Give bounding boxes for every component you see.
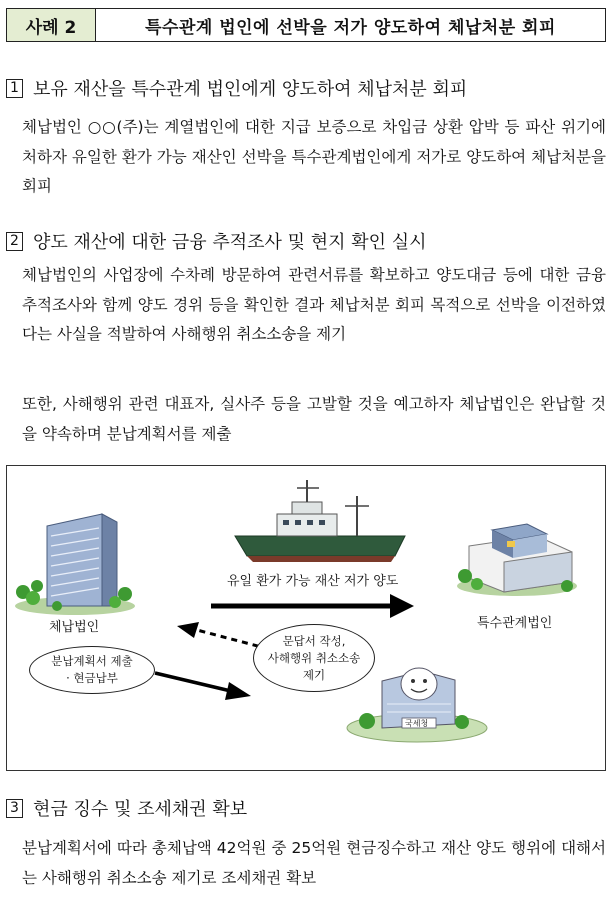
- oval-line: 사해행위 취소소송: [267, 650, 361, 665]
- oval-line: · 현금납부: [66, 671, 118, 685]
- section-heading-text: 보유 재산을 특수관계 법인에게 양도하여 체납처분 회피: [33, 79, 468, 100]
- case-label: 사례 2: [7, 9, 96, 41]
- delinquent-label: 체납법인: [49, 620, 100, 635]
- ship-icon: [235, 480, 405, 562]
- nts-sign: 국세청: [405, 719, 429, 728]
- section-number-box: 2: [6, 232, 23, 251]
- related-company-building-icon: [457, 524, 577, 596]
- oval-line: 제기: [302, 667, 326, 682]
- case-header: [6, 8, 606, 42]
- transfer-label: 유일 환가 가능 재산 저가 양도: [227, 574, 399, 589]
- dashed-arrow: [177, 622, 269, 649]
- case-title: 특수관계 법인에 선박을 저가 양도하여 체납처분 회피: [145, 17, 556, 38]
- section-2-heading: [6, 228, 427, 254]
- section-heading-text: 현금 징수 및 조세채권 확보: [33, 799, 248, 820]
- oval-line: 분납계획서 제출: [51, 654, 133, 668]
- section-2-paragraph-2: 또한, 사해행위 관련 대표자, 실사주 등을 고발할 것을 예고하자 체납법인은 완납할 것을 약속하며 분납계획서를 제출: [22, 395, 606, 443]
- section-number-box: 3: [6, 799, 23, 818]
- section-heading-text: 양도 재산에 대한 금융 추적조사 및 현지 확인 실시: [33, 232, 427, 253]
- payment-arrow: [155, 673, 251, 700]
- section-3-paragraph: 분납계획서에 따라 총체납액 42억원 중 25억원 현금징수하고 재산 양도 행위에 대해서는 사해행위 취소소송 제기로 조세채권 확보: [22, 839, 606, 887]
- nts-building-icon: [347, 668, 487, 742]
- lawsuit-oval: [253, 624, 375, 692]
- transfer-arrow: [211, 594, 414, 618]
- section-number-box: 1: [6, 79, 23, 98]
- case-diagram: [6, 465, 606, 771]
- oval-line: 문답서 작성,: [282, 633, 346, 648]
- payment-oval: [29, 646, 155, 694]
- section-1-heading: [6, 75, 467, 101]
- section-2-paragraph-1: 체납법인의 사업장에 수차례 방문하여 관련서류를 확보하고 양도대금 등에 대한 금융 추적조사와 함께 양도 경위 등을 확인한 결과 체납처분 회피 목적으로 선박을 이전하였다는 사실을 적발하여 사해행위 취소소송을 제기: [22, 266, 606, 343]
- delinquent-building-icon: [15, 514, 135, 615]
- section-1-paragraph: 체납법인 ○○(주)는 계열법인에 대한 지급 보증으로 차입금 상환 압박 등 파산 위기에 처하자 유일한 환가 가능 재산인 선박을 특수관계법인에게 저가로 양도하여 체납처분을 회피: [22, 118, 606, 195]
- related-company-label: 특수관계법인: [477, 616, 553, 631]
- section-3-heading: [6, 795, 247, 821]
